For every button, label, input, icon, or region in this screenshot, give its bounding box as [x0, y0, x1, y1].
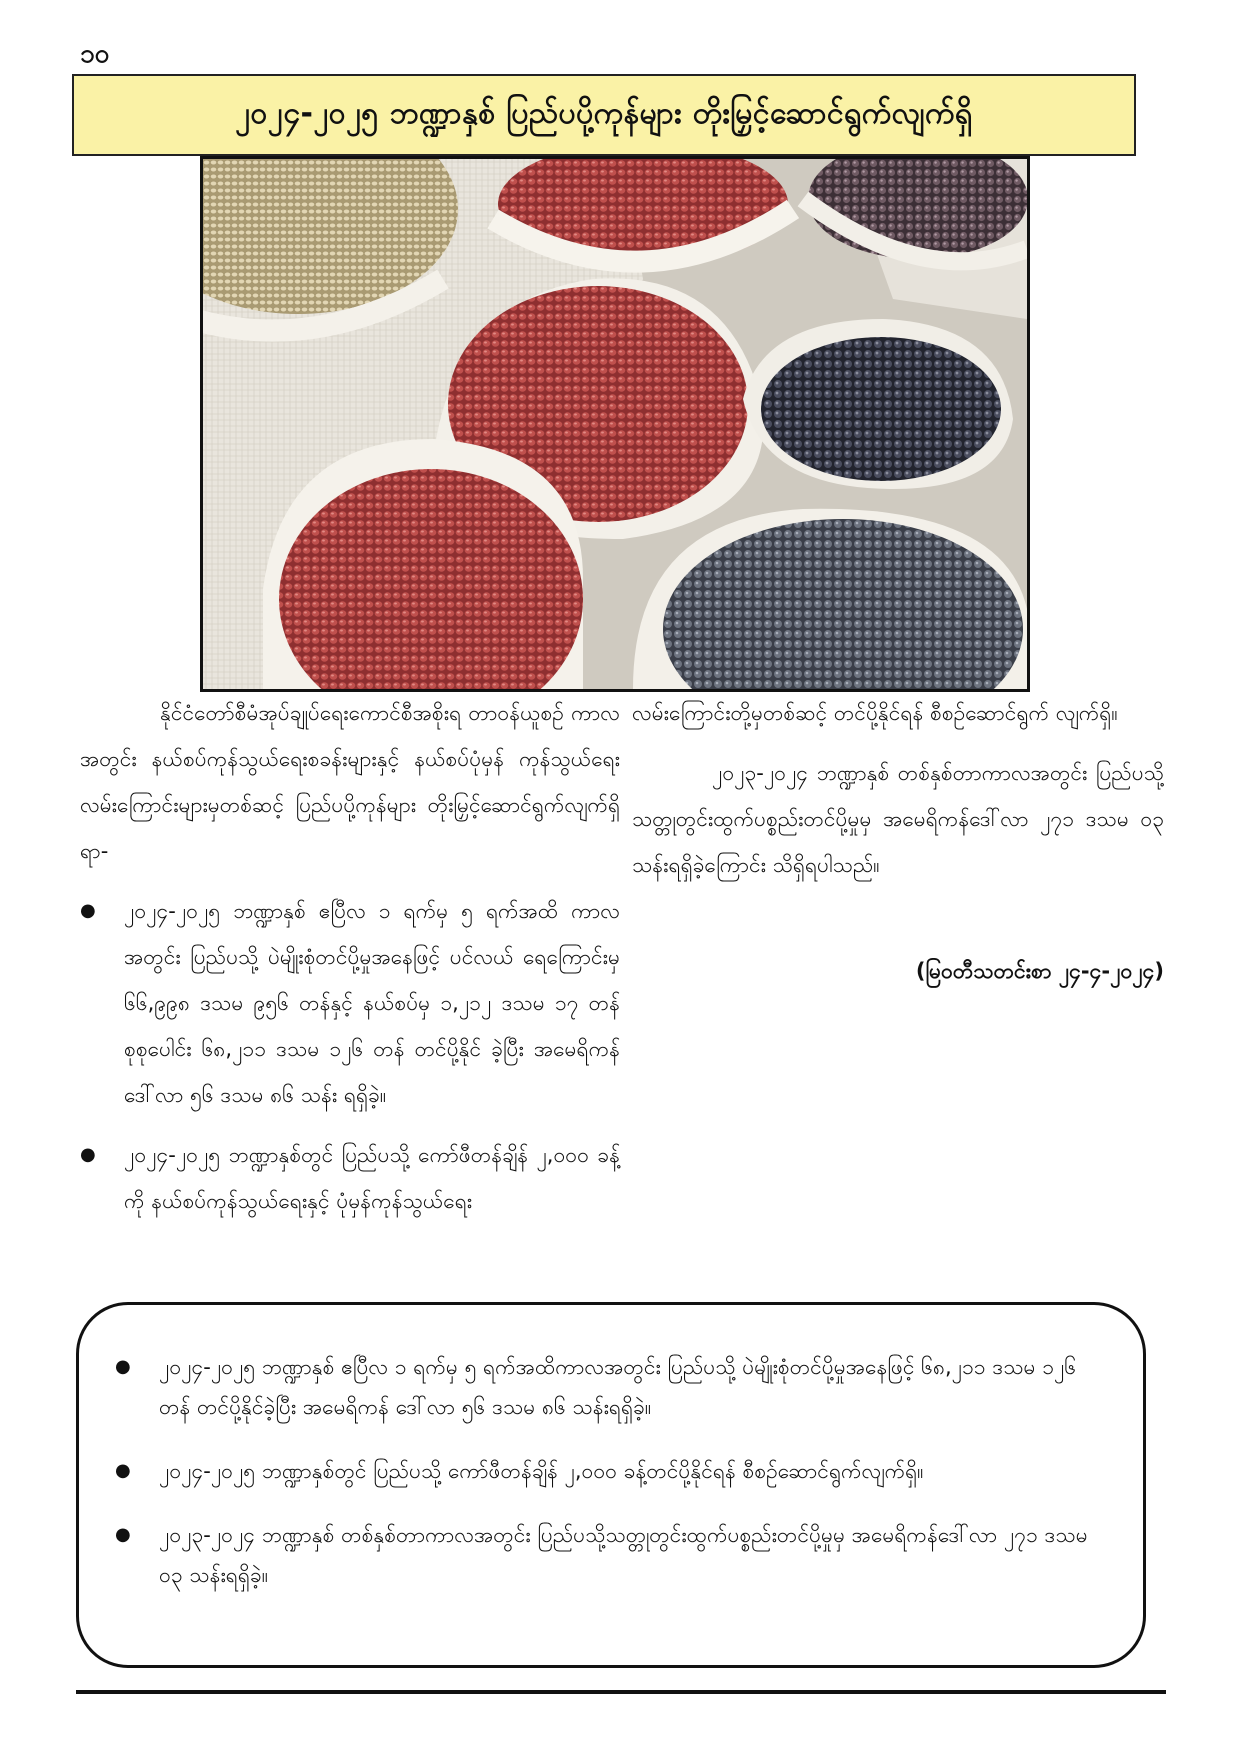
list-item: ● ၂၀၂၄-၂၀၂၅ ဘဏ္ဍာနှစ်တွင် ပြည်ပသို့ ကော်ဖီတန်ချိန် ၂,၀၀၀ ခန့်တင်ပို့နိုင်ရန် စီစဉ်ဆောင်ရွက်လျက်ရှိ။ [115, 1451, 1103, 1491]
minerals-paragraph: ၂၀၂၃-၂၀၂၄ ဘဏ္ဍာနှစ် တစ်နှစ်တာကာလအတွင်း ပြည်ပသို့သတ္တုတွင်းထွက်ပစ္စည်းတင်ပို့မှုမှ အမေရိကန်ဒေါ်လာ ၂၇၁ ဒသမ ၀၃ သန်းရရှိခဲ့ကြောင်း သိရှိရပါသည်။ [632, 761, 1164, 877]
page-number: ၁၀ [80, 39, 110, 69]
beans-photo [200, 156, 1030, 692]
list-item: ● ၂၀၂၄-၂၀၂၅ ဘဏ္ဍာနှစ် ဧပြီလ ၁ ရက်မှ ၅ ရက်အထိ ကာလအတွင်း ပြည်ပသို့ ပဲမျိုးစုံတင်ပို့မှုအနေဖြင့် ပင်လယ် ရေကြောင်းမှ ၆၆,၉၉၈ ဒသမ ၉၅၆ တန်နှင့် နယ်စပ်မှ ၁,၂၁၂ ဒသမ ၁၇ တန် စုစုပေါင်း ၆၈,၂၁၁ ဒသမ ၁၂၆ တန် တင်ပို့နိုင် ခဲ့ပြီး အမေရိကန်ဒေါ်လာ ၅၆ ဒသမ ၈၆ သန်း ရရှိခဲ့။ [80, 888, 620, 1118]
source-citation: (မြဝတီသတင်းစာ ၂၄-၄-၂၀၂၄) [915, 959, 1164, 983]
beans-illustration [203, 159, 1027, 689]
continuation-paragraph: လမ်းကြောင်းတို့မှတစ်ဆင့် တင်ပို့နိုင်ရန် စီစဉ်ဆောင်ရွက် လျက်ရှိ။ [632, 701, 1118, 725]
summary-box [76, 1302, 1146, 1668]
intro-paragraph: နိုင်ငံတော်စီမံအုပ်ချုပ်ရေးကောင်စီအစိုးရ တာဝန်ယူစဉ် ကာလအတွင်း နယ်စပ်ကုန်သွယ်ရေးစခန်းများနှင့် နယ်စပ်ပုံမှန် ကုန်သွယ်ရေးလမ်းကြောင်းများမှတစ်ဆင့် ပြည်ပပို့ကုန်များ တိုးမြှင့်ဆောင်ရွက်လျက်ရှိရာ- [80, 701, 620, 863]
title-banner [72, 74, 1136, 156]
list-item: ● ၂၀၂၄-၂၀၂၅ ဘဏ္ဍာနှစ် ဧပြီလ ၁ ရက်မှ ၅ ရက်အထိကာလအတွင်း ပြည်ပသို့ ပဲမျိုးစုံတင်ပို့မှုအနေဖြင့် ၆၈,၂၁၁ ဒသမ ၁၂၆ တန် တင်ပို့နိုင်ခဲ့ပြီး အမေရိကန် ဒေါ်လာ ၅၆ ဒသမ ၈၆ သန်းရရှိခဲ့။ [115, 1347, 1103, 1427]
summary-bullet-list [115, 1347, 1103, 1595]
left-bullet-list [80, 888, 620, 1224]
page-title: ၂၀၂၄-၂၀၂၅ ဘဏ္ဍာနှစ် ပြည်ပပို့ကုန်များ တိုးမြှင့်ဆောင်ရွက်လျက်ရှိ [235, 95, 973, 131]
bottom-divider [76, 1690, 1166, 1694]
list-item: ● ၂၀၂၄-၂၀၂၅ ဘဏ္ဍာနှစ်တွင် ပြည်ပသို့ ကော်ဖီတန်ချိန် ၂,၀၀၀ ခန့်ကို နယ်စပ်ကုန်သွယ်ရေးနှင့် ပုံမှန်ကုန်သွယ်ရေး [80, 1132, 620, 1224]
list-item: ● ၂၀၂၃-၂၀၂၄ ဘဏ္ဍာနှစ် တစ်နှစ်တာကာလအတွင်း ပြည်ပသို့သတ္တုတွင်းထွက်ပစ္စည်းတင်ပို့မှုမှ အမေရိကန်ဒေါ်လာ ၂၇၁ ဒသမ ၀၃ သန်းရရှိခဲ့။ [115, 1515, 1103, 1595]
left-column [80, 690, 620, 1238]
right-column [632, 690, 1164, 1008]
